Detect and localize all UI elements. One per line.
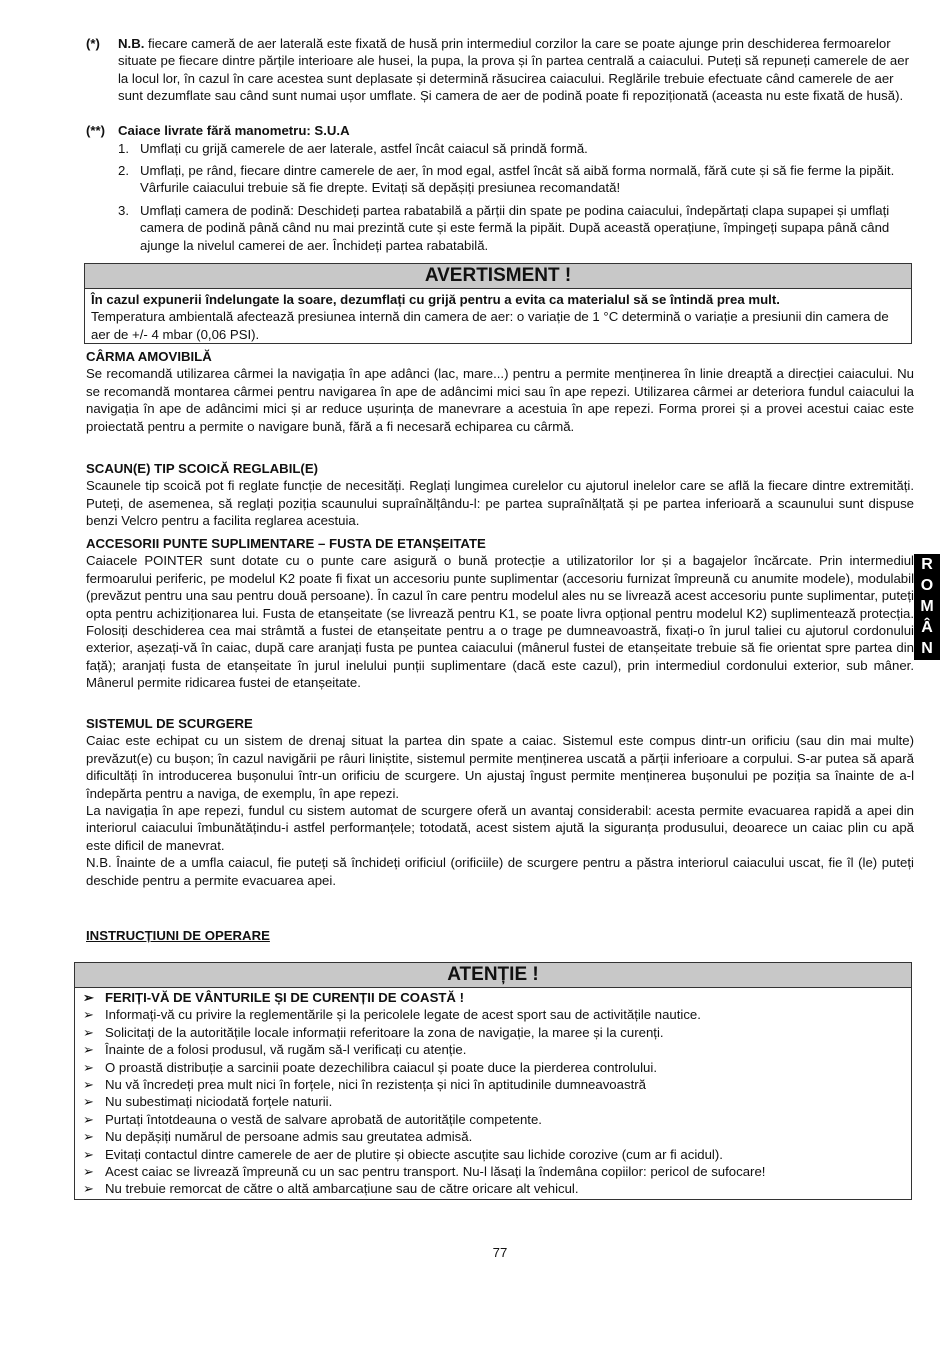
language-tab-letter: R <box>921 556 933 573</box>
attention-item <box>75 1059 911 1076</box>
language-tab <box>914 554 940 660</box>
attention-item <box>75 1146 911 1163</box>
section-text: Caiacele POINTER sunt dotate cu o punte care asigură o bună protecție a utilizatorilor lor și a bagajelor încărcate. Prin intermediul fermoarului periferic, pe modelul K2 poate fi fixat un accesoriu punte suplimentar (accesoriu furnizat împreună cu anumite modele), modulabil (prevăzut pentru una sau pentru două persoane). În cazul în care pentru modelul ales nu se livrează acest accesoriu punte suplimentar, puteți opta pentru achiziționarea lui. Fusta de etanșeitate (se livrează pentru K1, se poate livra opțional pentru modelul K2) suplimentează protecția. Folosiți deschiderea cea mai strâmtă a fustei de etanșeitate pentru a o trage pe dumneavoastră, fixați-o în jurul taliei cu ajutorul cordonului exterior, așezați-vă în caiac, după care aranjați fusta pe puntea caiacului (mânerul fustei de etanșeitate trebuie să fie orientat spre partea din față); aranjați fusta de etanșeitate în jurul inelului punții suplimentare (dacă este cazul), prin intermediul cordonului exterior, sub mâner. Mânerul permite ridicarea fustei de etanșeitate. <box>86 553 914 691</box>
attention-item-text: Nu subestimați niciodată forțele naturii. <box>105 1094 333 1110</box>
section-deck <box>86 535 914 692</box>
attention-item <box>75 1076 911 1093</box>
section-drain <box>86 715 914 889</box>
warning-text: Temperatura ambientală afectează presiunea internă din camera de aer: o variație de 1 °C determină o variație a presiunii din camera de aer de +/- 4 mbar (0,06 PSI). <box>91 309 889 342</box>
language-tab-letter: M <box>920 598 934 615</box>
attention-item-text: Nu trebuie remorcat de către o altă ambarcațiune sau de către oricare alt vehicul. <box>105 1181 579 1197</box>
arrow-bullet-icon: ➢ <box>83 1042 95 1058</box>
arrow-bullet-icon: ➢ <box>83 1024 95 1040</box>
attention-item-text: Purtați întotdeauna o vestă de salvare aprobată de autoritățile competente. <box>105 1111 542 1127</box>
arrow-bullet-icon: ➢ <box>83 1007 95 1023</box>
attention-item-text: Înainte de a folosi produsul, vă rugăm să-l verificați cu atenție. <box>105 1042 467 1058</box>
note-text: N.B. fiecare cameră de aer laterală este fixată de husă prin intermediul corzilor la care se poate ajunge prin deschiderea fermoarelor situate pe fiecare dintre părțile interioare ale husei, la pupa, la prova și în partea centrală a caiacului. Puteți să repuneți camerele de aer la locul lor, în cazul în care acestea sunt deplasate și determină răsucirea caiacului. Reglările trebuie efectuate când camerele de aer sunt dezumflate sau când sunt numai ușor umflate. Și camera de aer de podină poate fi repoziționată (aceasta nu este fixată de husă). <box>118 36 909 104</box>
arrow-bullet-icon: ➢ <box>83 1164 95 1180</box>
note-heading: Caiace livrate fără manometru: S.U.A <box>118 123 350 138</box>
section-text: Caiac este echipat cu un sistem de drenaj situat la partea din spate a caiac. Sistemul este compus dintr-un orificiu (sau din mai multe) prevăzut(e) cu bușon; în cazul navigării pe râuri liniștite, sistemul permite menținerea uscată a părții inferioare a corpului. S-ar putea să apară dificultăți în introducerea bușonului într-un orificiu de scurgere. Un ajustaj îngust permite menținerea bușonului pe poziția sa înainte de a-l îndepărta pentru a naviga, de exemplu, în ape repezi. <box>86 733 914 801</box>
note-lead: N.B. <box>118 36 145 51</box>
attention-item <box>75 1041 911 1058</box>
attention-item-text: Informați-vă cu privire la reglementările și la pericolele legate de acest sport sau de activitățile nautice. <box>105 1007 701 1023</box>
section-rudder <box>86 348 914 435</box>
warning-box <box>84 263 912 344</box>
arrow-bullet-icon: ➢ <box>83 990 95 1005</box>
attention-item-text: O proastă distribuție a sarcinii poate dezechilibra caiacul și poate duce la pierderea controlului. <box>105 1059 657 1075</box>
section-text: N.B. Înainte de a umfla caiacul, fie puteți să închideți orificiul (orificiile) de scurgere pentru a păstra interiorul caiacului uscat, fie îl (le) puteți deschide pentru a permite evacuarea apei. <box>86 855 914 888</box>
section-text: Se recomandă utilizarea cârmei la navigația în ape adânci (lac, mare...) pentru a permite menținerea în linie dreaptă a direcției caiacului. Nu se recomandă montarea cârmei pentru navigarea în ape de adâncimi mici sau în ape repezi. Utilizarea cârmei ar deteriora fundul caiacului la navigația în ape de adâncimi mici și ar reduce ușurința de manevrare a acestuia în ape repezi. Forma prorei și a provei acestui caiac este proiectată pentru a permite o navigare bună, fără a fi necesară echiparea cu cârmă. <box>86 366 914 434</box>
attention-item <box>75 1024 911 1041</box>
language-tab-letter: Â <box>921 619 933 636</box>
section-title: SISTEMUL DE SCURGERE <box>86 716 253 731</box>
note-marker: (**) <box>86 123 106 138</box>
attention-item-text: Nu depășiți numărul de persoane admis sau greutatea admisă. <box>105 1129 473 1145</box>
attention-box <box>74 962 912 1200</box>
section-title: CÂRMA AMOVIBILĂ <box>86 349 212 364</box>
attention-item <box>75 989 911 1006</box>
attention-item-text: FERIȚI-VĂ DE VÂNTURILE ȘI DE CURENȚII DE COASTĂ ! <box>105 990 465 1005</box>
attention-item <box>75 1111 911 1128</box>
arrow-bullet-icon: ➢ <box>83 1146 95 1162</box>
arrow-bullet-icon: ➢ <box>83 1094 95 1110</box>
operating-instructions-title: INSTRUCȚIUNI DE OPERARE <box>86 928 270 943</box>
attention-item <box>75 1093 911 1110</box>
attention-item <box>75 1180 911 1197</box>
language-tab-letter: O <box>920 577 934 594</box>
attention-item-text: Nu vă încredeți prea mult nici în forțele, nici în rezistența și nici în aptitudinile dumneavoastră <box>105 1077 646 1093</box>
attention-item-text: Evitați contactul dintre camerele de aer de plutire și obiecte ascuțite sau lichide corozive (cum ar fi acidul). <box>105 1146 723 1162</box>
section-title: ACCESORII PUNTE SUPLIMENTARE – FUSTA DE ETANȘEITATE <box>86 536 486 551</box>
arrow-bullet-icon: ➢ <box>83 1059 95 1075</box>
arrow-bullet-icon: ➢ <box>83 1077 95 1093</box>
language-tab-letter: N <box>921 640 933 657</box>
section-text: La navigația în ape repezi, fundul cu sistem automat de scurgere oferă un avantaj considerabil: acesta permite evacuarea rapidă a apei din interiorul caiacului îmbunătățindu-i astfel performanțele; totodată, acest sistem ajută la siguranța produsului, deoarece un caiac plin cu apă este dificil de manevrat. <box>86 803 914 853</box>
attention-title: ATENȚIE ! <box>75 963 911 988</box>
attention-item <box>75 1163 911 1180</box>
note-marker: (*) <box>86 36 100 51</box>
attention-item-text: Acest caiac se livrează împreună cu un sac pentru transport. Nu-l lăsați la îndemâna copiilor: pericol de sufocare! <box>105 1164 766 1180</box>
attention-list <box>75 988 911 1198</box>
section-seat <box>86 460 914 530</box>
arrow-bullet-icon: ➢ <box>83 1111 95 1127</box>
arrow-bullet-icon: ➢ <box>83 1181 95 1197</box>
attention-item <box>75 1006 911 1023</box>
section-title: SCAUN(E) TIP SCOICĂ REGLABIL(E) <box>86 461 319 476</box>
arrow-bullet-icon: ➢ <box>83 1129 95 1145</box>
attention-item-text: Solicitați de la autoritățile locale informații referitoare la zona de navigație, la maree și la curenți. <box>105 1024 664 1040</box>
attention-item <box>75 1128 911 1145</box>
page-number: 77 <box>492 1245 508 1260</box>
section-text: Scaunele tip scoică pot fi reglate funcție de necesități. Reglați lungimea curelelor cu ajutorul inelelor care se află la fiecare dintre extremități. Puteți, de asemenea, să reglați poziția scaunului supraînălțându-l: pe partea supraînălțată și pe partea inferioară a scaunului sunt dispuse benzi Velcro pentru a facilita reglarea acestuia. <box>86 478 914 529</box>
warning-title: AVERTISMENT ! <box>85 264 911 289</box>
warning-bold-line: În cazul expunerii îndelungate la soare, dezumflați cu grijă pentru a evita ca materialul să se întindă prea mult. <box>91 292 780 307</box>
